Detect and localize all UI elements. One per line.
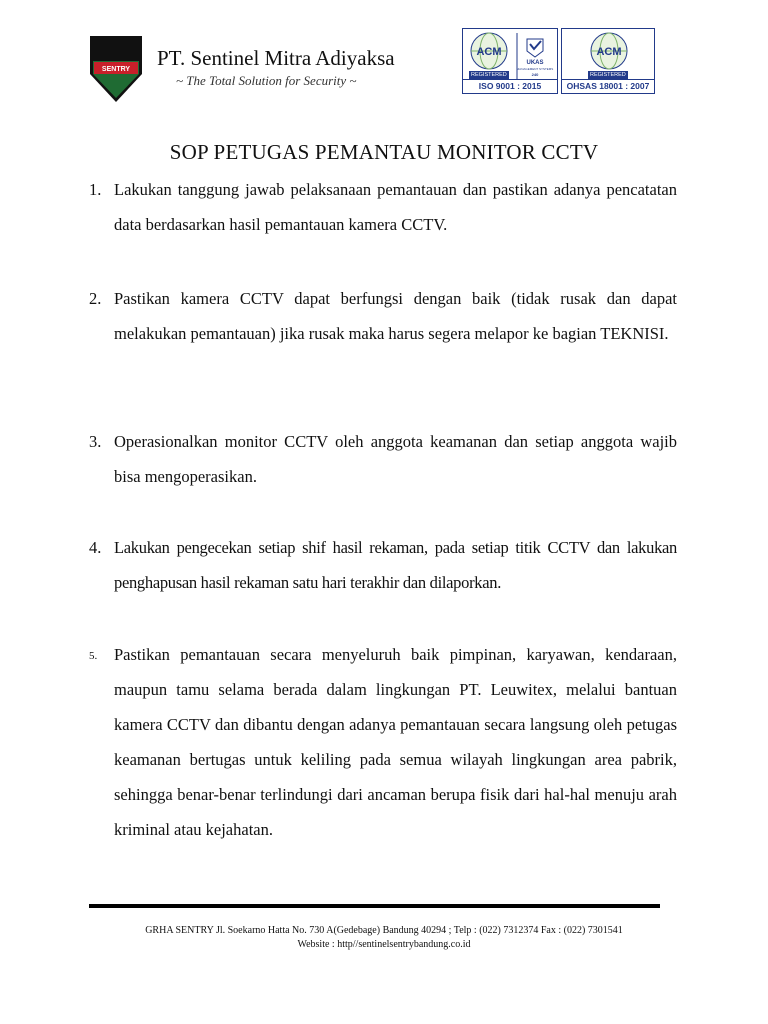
company-logo [88,34,144,104]
item-text: Pastikan pemantauan secara menyeluruh baik pimpinan, karyawan, kendaraan, maupun tamu selama berada dalam lingkungan PT. Leuwitex, melalui bantuan kamera CCTV dan dibantu dengan adanya pemantauan secara langsung oleh petugas keamanan bertugas untuk keliling pada semua wilayah lingkungan area pabrik, sehingga benar-benar terlindungi dari ancaman berupa fisik dari hal-hal menuju arah kriminal atau kejahatan. [114,645,677,839]
sop-item-4 [89,530,677,600]
iso-9001-cert-badge [462,28,558,94]
item-text: Lakukan tanggung jawab pelaksanaan pemantauan dan pastikan adanya pencatatan data berdasarkan hasil pemantauan kamera CCTV. [114,180,677,234]
ohsas-label: OHSAS 18001 : 2007 [562,79,654,93]
registered-tag: REGISTERED [471,72,507,78]
ukas-text: UKAS [526,60,544,66]
item-number: 5. [89,650,98,662]
footer-website: Website : http//sentinelsentrybandung.co.id [297,939,471,950]
document-title: SOP PETUGAS PEMANTAU MONITOR CCTV [169,140,599,164]
item-number: 4. [89,538,102,557]
item-text: Pastikan kamera CCTV dapat berfungsi dengan baik (tidak rusak dan dapat melakukan pemantauan) jika rusak maka harus segera melapor ke bagian TEKNISI. [114,289,677,343]
item-text: Operasionalkan monitor CCTV oleh anggota keamanan dan setiap anggota wajib bisa mengoperasikan. [114,432,677,486]
ohsas-cert-badge [561,28,655,94]
logo-text: SENTRY [101,66,131,73]
item-number: 2. [89,289,102,308]
acm-text: ACM [476,46,502,58]
company-tagline: ~ The Total Solution for Security ~ [176,73,357,88]
sop-item-3 [89,424,677,494]
item-number: 3. [89,432,102,451]
footer-address: GRHA SENTRY Jl. Soekarno Hatta No. 730 A(Gedebage) Bandung 40294 ; Telp : (022) 7312374 Fax : (022) 7301541 [145,925,623,936]
sop-item-5 [89,637,677,847]
company-name: PT. Sentinel Mitra Adiyaksa [157,46,395,70]
footer-divider [89,904,660,908]
sop-item-1 [89,172,677,242]
iso-label: ISO 9001 : 2015 [463,79,557,93]
item-text: Lakukan pengecekan setiap shif hasil rekaman, pada setiap titik CCTV dan lakukan penghapusan hasil rekaman satu hari terakhir dan dilaporkan. [114,538,677,592]
ukas-number: 240 [531,72,539,77]
registered-tag-2: REGISTERED [590,72,626,78]
sop-item-2 [89,281,677,351]
item-number: 1. [89,180,102,199]
acm-text-2: ACM [596,46,622,58]
ukas-sub-text: MANAGEMENT SYSTEMS [516,67,554,71]
